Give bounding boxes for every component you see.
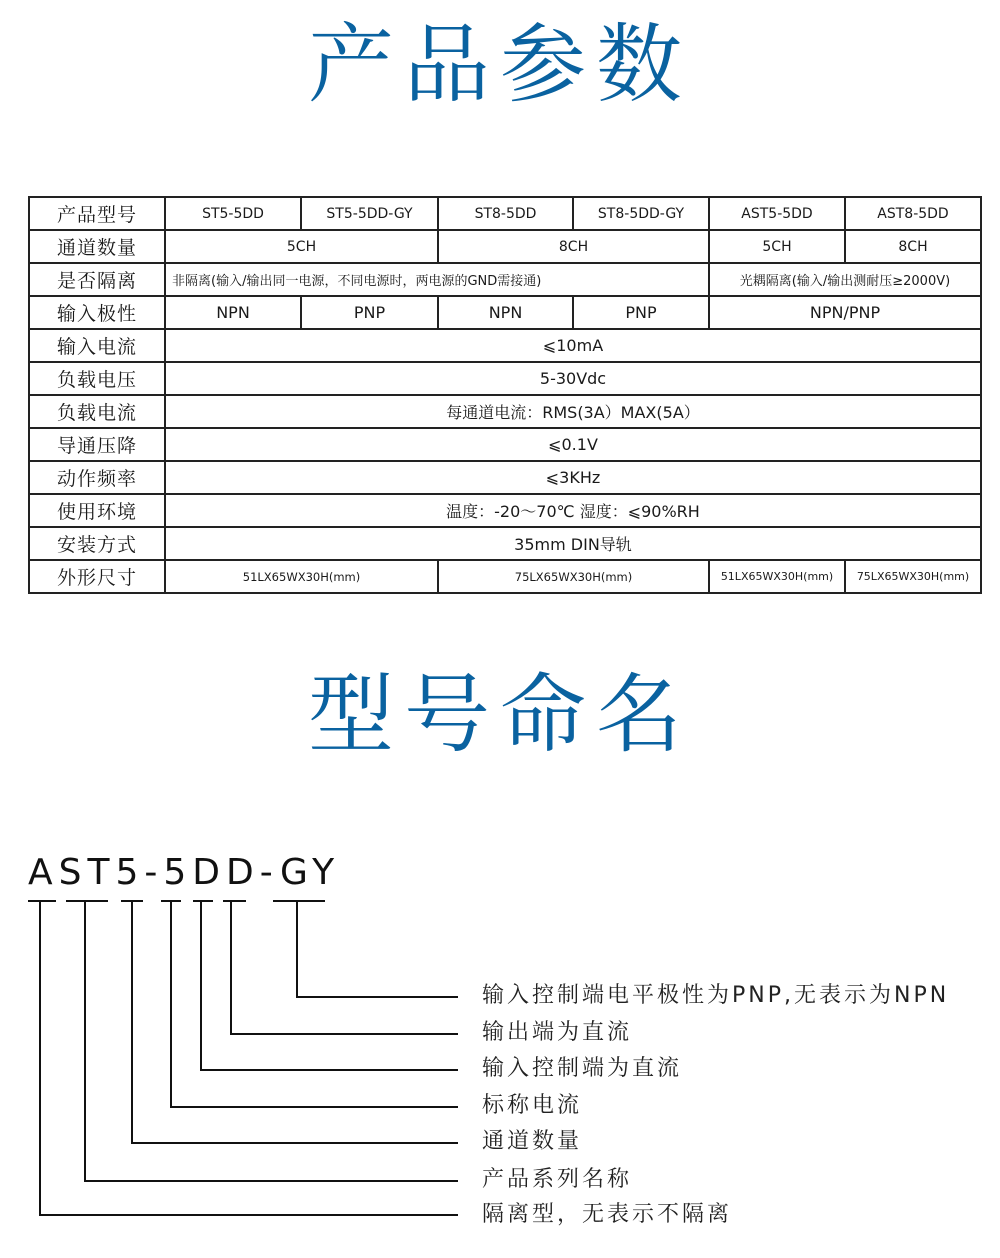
model-cell: AST8-5DD bbox=[845, 197, 981, 230]
model-cell: ST8-5DD-GY bbox=[573, 197, 709, 230]
row-label: 输入极性 bbox=[29, 296, 165, 329]
value-cell: NPN bbox=[165, 296, 301, 329]
row-label: 外形尺寸 bbox=[29, 560, 165, 593]
row-label: 动作频率 bbox=[29, 461, 165, 494]
row-label: 输入电流 bbox=[29, 329, 165, 362]
row-label: 导通压降 bbox=[29, 428, 165, 461]
value-cell: NPN bbox=[438, 296, 573, 329]
value-cell: ⩽10mA bbox=[165, 329, 981, 362]
value-cell: 51LX65WX30H(mm) bbox=[165, 560, 438, 593]
value-cell: 8CH bbox=[438, 230, 709, 263]
value-cell: 35mm DIN导轨 bbox=[165, 527, 981, 560]
section-title-product-params: 产品参数 bbox=[308, 15, 692, 115]
value-cell: NPN/PNP bbox=[709, 296, 981, 329]
value-cell: PNP bbox=[573, 296, 709, 329]
legend-item: 标称电流 bbox=[482, 1093, 583, 1118]
value-cell: 8CH bbox=[845, 230, 981, 263]
value-cell: 5CH bbox=[165, 230, 438, 263]
row-label: 使用环境 bbox=[29, 494, 165, 527]
row-label: 负载电流 bbox=[29, 395, 165, 428]
row-label: 通道数量 bbox=[29, 230, 165, 263]
legend-item: 通道数量 bbox=[482, 1129, 583, 1154]
value-cell: ⩽0.1V bbox=[165, 428, 981, 461]
legend-item: 隔离型，无表示不隔离 bbox=[482, 1202, 733, 1227]
model-cell: ST5-5DD bbox=[165, 197, 301, 230]
value-cell: 5-30Vdc bbox=[165, 362, 981, 395]
model-cell: ST8-5DD bbox=[438, 197, 573, 230]
row-label: 是否隔离 bbox=[29, 263, 165, 296]
legend-item: 产品系列名称 bbox=[482, 1167, 633, 1192]
legend-item: 输入控制端为直流 bbox=[482, 1056, 683, 1081]
row-label: 负载电压 bbox=[29, 362, 165, 395]
legend-item: 输入控制端电平极性为PNP,无表示为NPN bbox=[482, 983, 950, 1008]
model-code: AST5-5DD-GY bbox=[28, 852, 341, 893]
value-cell: 非隔离(输入/输出同一电源，不同电源时，两电源的GND需接通) bbox=[165, 263, 709, 296]
section-title-model-naming: 型号命名 bbox=[308, 665, 692, 765]
legend-item: 输出端为直流 bbox=[482, 1020, 633, 1045]
value-cell: ⩽3KHz bbox=[165, 461, 981, 494]
row-label: 安装方式 bbox=[29, 527, 165, 560]
model-cell: AST5-5DD bbox=[709, 197, 845, 230]
row-label: 产品型号 bbox=[29, 197, 165, 230]
value-cell: 光耦隔离(输入/输出测耐压≥2000V) bbox=[709, 263, 981, 296]
value-cell: 75LX65WX30H(mm) bbox=[438, 560, 709, 593]
value-cell: 温度：-20～70℃ 湿度：⩽90%RH bbox=[165, 494, 981, 527]
value-cell: 每通道电流：RMS(3A）MAX(5A） bbox=[165, 395, 981, 428]
value-cell: 5CH bbox=[709, 230, 845, 263]
value-cell: 51LX65WX30H(mm) bbox=[709, 560, 845, 593]
model-cell: ST5-5DD-GY bbox=[301, 197, 438, 230]
value-cell: 75LX65WX30H(mm) bbox=[845, 560, 981, 593]
value-cell: PNP bbox=[301, 296, 438, 329]
